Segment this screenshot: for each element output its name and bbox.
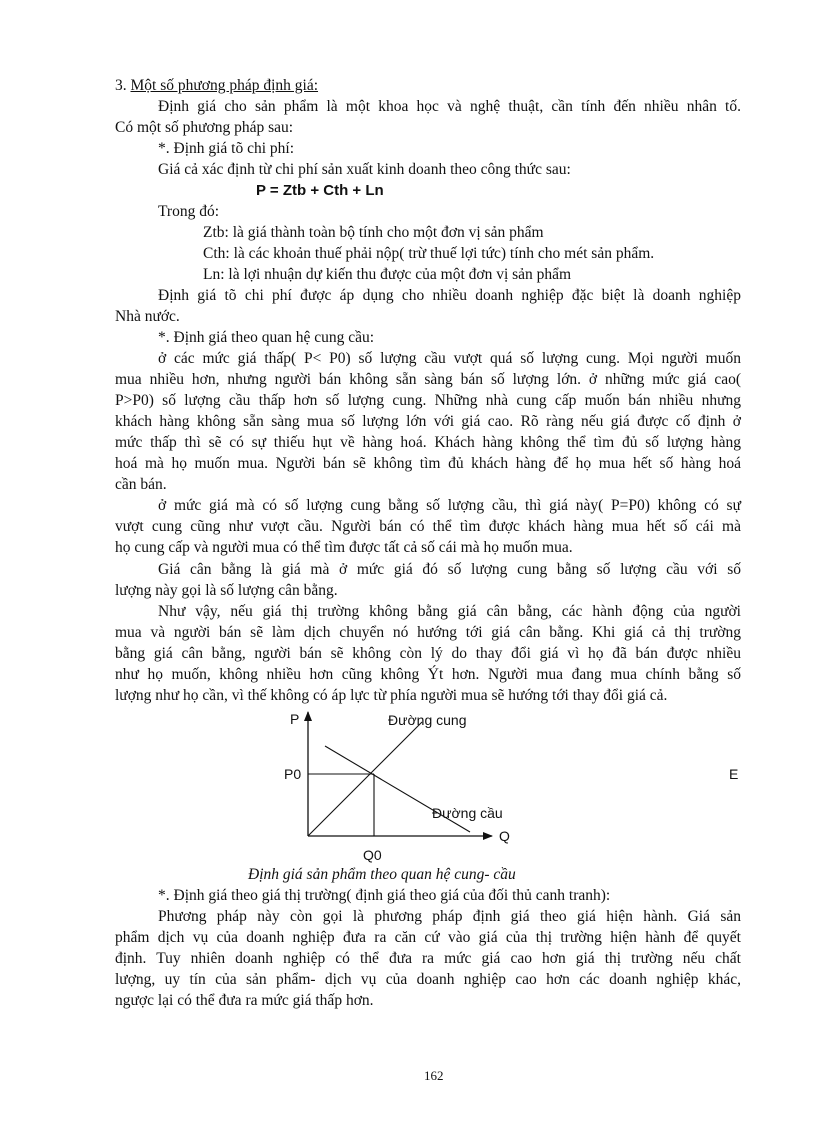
sd-p2-line: họ cung cấp và người mua có thể tìm được tất cả số cái mà họ muốn mua.	[115, 539, 573, 556]
where-label: Trong đó:	[158, 203, 220, 220]
intro-line-2: Có một số phương pháp sau:	[115, 119, 294, 136]
cost-method-title: *. Định giá tõ chi phí:	[158, 140, 295, 157]
sd-p4-line: Như vậy, nếu giá thị trường không bằng giá cân bằng, các hành động của người	[158, 603, 741, 620]
ztb-definition: Ztb: là giá thành toàn bộ tính cho một đơn vị sản phẩm	[203, 224, 544, 241]
sd-p1-line: ở các mức giá thấp( P< P0) số lượng cầu vượt quá số lượng cung. Mọi người muốn	[158, 350, 741, 367]
price-formula: P = Ztb + Cth + Ln	[256, 182, 384, 199]
price-axis-label: P	[290, 711, 300, 727]
section-title: Một số phương pháp định giá:	[130, 77, 319, 94]
cost-applied-line-2: Nhà nước.	[115, 308, 180, 325]
quantity-axis-label: Q	[499, 828, 510, 844]
sd-p3-line: Giá cân bằng là giá mà ở mức giá đó số lượng cung bằng số lượng cầu với số	[158, 561, 741, 578]
market-p-line: định. Tuy nhiên doanh nghiệp có thể đưa ra mức giá cao hơn giá thị trường nếu chất	[115, 950, 741, 967]
sd-p1-line: hoá mà họ muốn mua. Người bán sẽ không tìm đủ khách hàng để họ mua hết số hàng hoá	[115, 455, 741, 472]
supply-curve-label: Đường cung	[388, 712, 467, 728]
cost-method-desc: Giá cả xác định từ chi phí sản xuất kinh doanh theo công thức sau:	[158, 161, 571, 178]
equilibrium-label: E	[729, 766, 739, 782]
sd-p4-line: như họ muốn, không nhiều hơn cũng không Ýt hơn. Người mua đang mua chính bằng số	[115, 666, 741, 683]
market-p-line: Phương pháp này còn gọi là phương pháp định giá theo giá hiện hành. Giá sản	[158, 908, 741, 925]
supply-demand-diagram	[270, 700, 750, 870]
market-p-line: phẩm dịch vụ của doanh nghiệp đưa ra căn cứ vào giá của thị trường hiện hành để quyết	[115, 929, 741, 946]
sd-p1-line: mua nhiều hơn, nhưng người bán không sẵn sàng bán số lượng lớn. ở những mức giá cao(	[115, 371, 741, 388]
supply-curve	[308, 722, 422, 836]
page-number: 162	[424, 1068, 444, 1083]
sd-p2-line: ở mức giá mà có số lượng cung bằng số lượng cầu, thì giá này( P=P0) không có sự	[158, 497, 741, 514]
section-heading	[115, 76, 318, 96]
sd-p1-line: khách hàng không sẵn sàng mua số lượng lớn với giá cao. Rõ ràng nếu giá được cố định ở	[115, 413, 741, 430]
cost-applied-line-1: Định giá tõ chi phí được áp dụng cho nhiều doanh nghiệp đặc biệt là doanh nghiệp	[158, 287, 741, 304]
demand-curve-label: Đường cầu	[432, 805, 503, 821]
sd-p2-line: vượt cung cũng như vượt cầu. Người bán có thể tìm được khách hàng mua hết số cái mà	[115, 518, 741, 535]
section-number: 3.	[115, 77, 127, 94]
sd-p3-line: lượng này gọi là số lượng cân bằng.	[115, 582, 338, 599]
sd-p1-line: cần bán.	[115, 476, 167, 493]
sd-p1-line: mức thấp thì sẽ có sự thiếu hụt về hàng hoá. Khách hàng không thể tìm đủ số lượng hàng	[115, 434, 741, 451]
intro-line-1: Định giá cho sản phẩm là một khoa học và nghệ thuật, cần tính đến nhiều nhân tố.	[158, 98, 741, 115]
market-p-line: lượng, uy tín của sản phẩm- dịch vụ của doanh nghiệp cao hơn các doanh nghiệp khác,	[115, 971, 741, 988]
sd-p1-line: P>P0) số lượng cầu thấp hơn số lượng cung. Những nhà cung cấp muốn bán nhiều nhưng	[115, 392, 741, 409]
p0-label: P0	[284, 766, 302, 782]
cth-definition: Cth: là các khoản thuế phải nộp( trừ thuế lợi tức) tính cho mét sản phẩm.	[203, 245, 655, 262]
market-p-line: ngược lại có thể đưa ra mức giá thấp hơn.	[115, 992, 374, 1009]
ln-definition: Ln: là lợi nhuận dự kiến thu được của một đơn vị sản phẩm	[203, 266, 572, 283]
supply-demand-title: *. Định giá theo quan hệ cung cầu:	[158, 329, 375, 346]
sd-p4-line: lượng như họ cần, vì thế không có áp lực từ phía người mua sẽ hướng tới thay đổi giá cả.	[115, 687, 668, 704]
figure-caption: Định giá sản phẩm theo quan hệ cung- cầu	[248, 866, 516, 883]
q0-label: Q0	[363, 847, 382, 863]
sd-p4-line: bằng giá cân bằng, người bán sẽ không còn lý do thay đổi giá vì họ đã bán được nhiều	[115, 645, 741, 662]
sd-p4-line: mua và người bán sẽ làm dịch chuyển nó hướng tới giá cân bằng. Khi giá cả thị trường	[115, 624, 741, 641]
market-method-title: *. Định giá theo giá thị trường( định giá theo giá của đối thủ canh tranh):	[158, 887, 611, 904]
